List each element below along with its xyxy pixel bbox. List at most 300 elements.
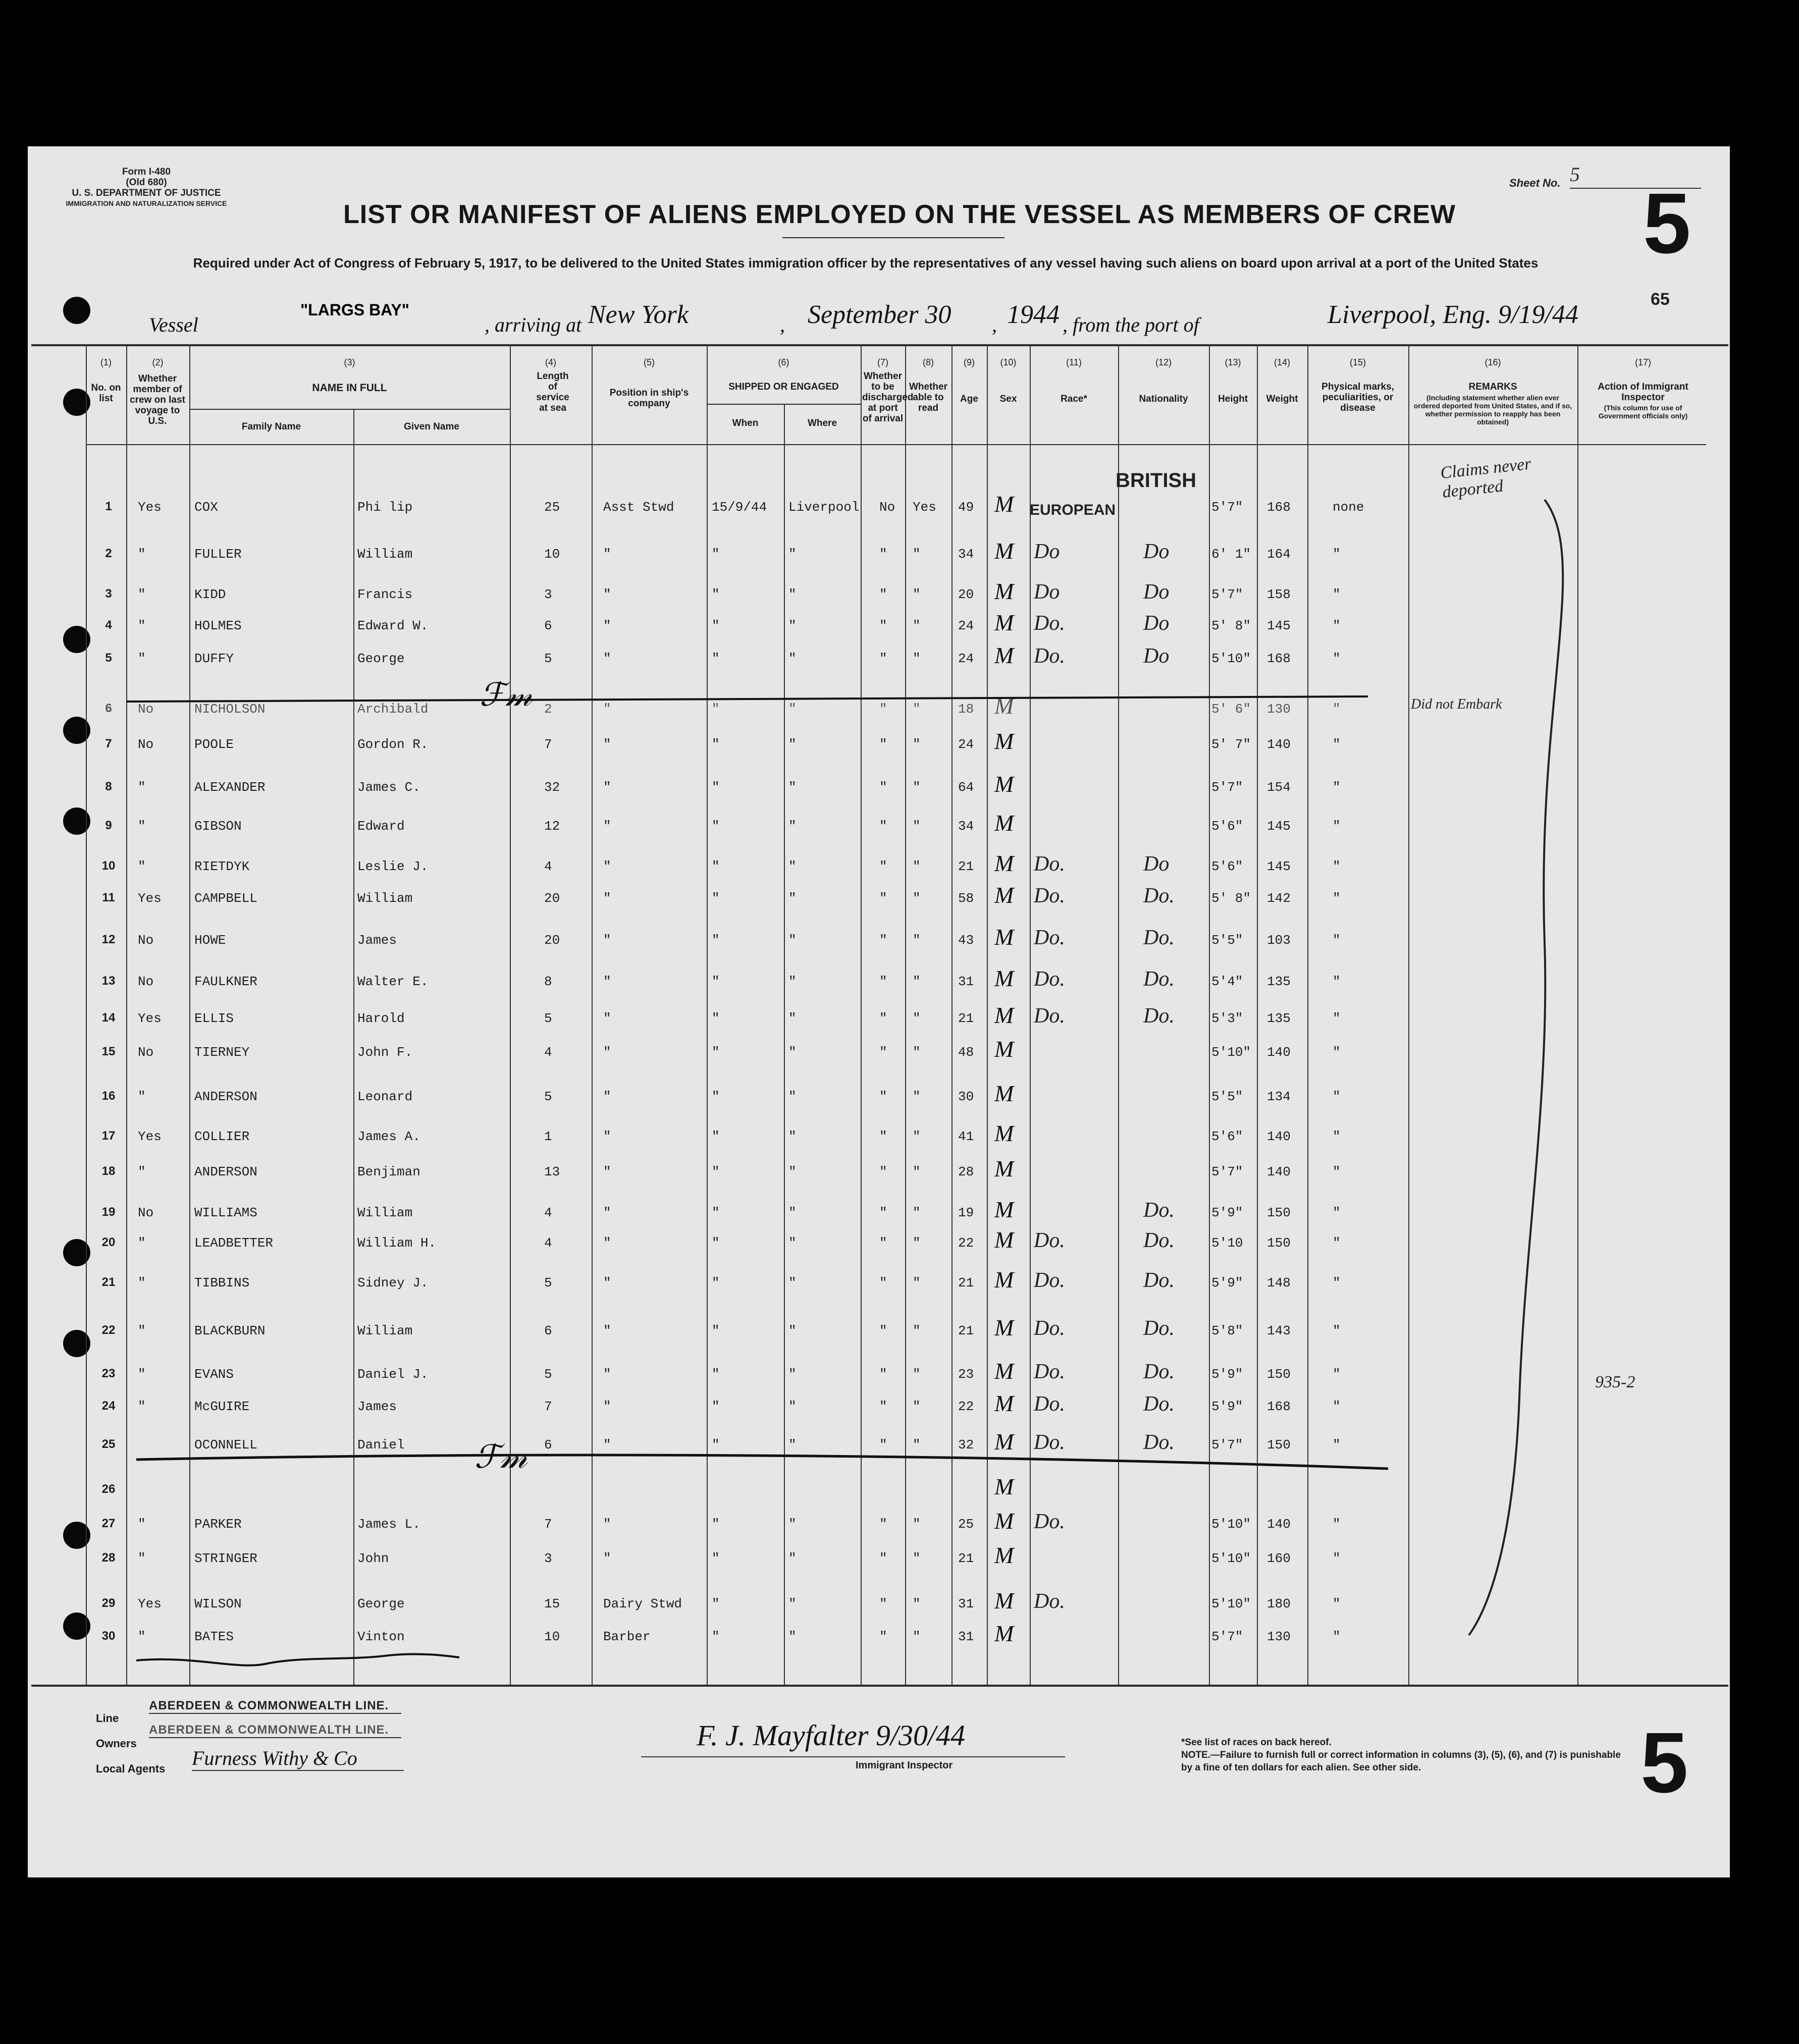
line-label: Line [96, 1712, 119, 1725]
cell-previous-voyage: " [138, 1629, 146, 1644]
cell-position: " [603, 1011, 611, 1026]
col3-header: NAME IN FULL [312, 382, 387, 394]
cell-given-name: Phi lip [357, 500, 413, 515]
table-end-scribble [136, 1645, 464, 1676]
row-number: 10 [101, 859, 116, 873]
col6-header: SHIPPED OR ENGAGED [728, 382, 839, 392]
departure-port: Liverpool, Eng. 9/19/44 [1328, 300, 1578, 329]
cell-family-name: TIERNEY [194, 1045, 250, 1060]
cell-age: 21 [958, 1275, 974, 1290]
cell-shipped-when: " [712, 1367, 720, 1382]
cell-able-to-read: " [913, 933, 921, 948]
cell-sex: M [994, 771, 1014, 797]
cell-physical-marks: " [1333, 859, 1341, 874]
cell-weight: 140 [1267, 1045, 1291, 1060]
cell-shipped-where: " [788, 618, 797, 633]
table-bottom-rule [31, 1685, 1728, 1687]
initials-mark: ℱ𝓂 [474, 1439, 527, 1475]
cell-age: 58 [958, 891, 974, 906]
cell-nationality: Do. [1143, 1431, 1175, 1454]
row-number: 24 [101, 1399, 116, 1413]
cell-weight: 180 [1267, 1596, 1291, 1611]
cell-shipped-when: " [712, 1275, 720, 1290]
cell-height: 5'5" [1211, 1089, 1243, 1104]
cell-family-name: FAULKNER [194, 974, 257, 989]
comma: , [992, 313, 997, 336]
cell-race: Do. [1034, 1317, 1065, 1340]
row-number: 25 [101, 1437, 116, 1451]
cell-discharged: " [879, 1596, 887, 1611]
cell-age: 32 [958, 1437, 974, 1453]
page-stamp-number: 65 [1651, 290, 1670, 309]
cell-given-name: Daniel J. [357, 1367, 429, 1382]
cell-physical-marks: " [1333, 1235, 1341, 1251]
vessel-name: "LARGS BAY" [300, 301, 409, 319]
cell-given-name: Edward [357, 819, 405, 834]
cell-discharged: " [879, 1629, 887, 1644]
cell-weight: 145 [1267, 819, 1291, 834]
cell-age: 20 [958, 587, 974, 602]
row-number: 7 [105, 737, 112, 750]
cell-age: 19 [958, 1205, 974, 1220]
column-rule [1257, 344, 1258, 1685]
cell-service-length: 4 [544, 1205, 552, 1220]
cell-service-length: 15 [544, 1596, 560, 1611]
cell-able-to-read: " [913, 1399, 921, 1414]
cell-sex: M [994, 1267, 1014, 1293]
cell-previous-voyage: " [138, 547, 146, 562]
cell-weight: 130 [1267, 702, 1291, 717]
cell-able-to-read: " [913, 547, 921, 562]
col1-header: No. on list [91, 383, 121, 404]
cell-race: Do. [1034, 1431, 1065, 1454]
cell-previous-voyage: No [138, 974, 154, 989]
cell-position: " [603, 587, 611, 602]
cell-physical-marks: " [1333, 737, 1341, 752]
agents-label: Local Agents [96, 1762, 166, 1775]
cell-service-length: 10 [544, 547, 560, 562]
arriving-port: New York [588, 300, 689, 329]
col16-subheader: (Including statement whether alien ever ordered deported from United States, and if so, whether permission to reapply has been obtained) [1413, 394, 1572, 426]
form-number: Form I-480 [122, 167, 171, 177]
cell-physical-marks: " [1333, 974, 1341, 989]
cell-sex: M [994, 1508, 1014, 1534]
cell-able-to-read: " [913, 1205, 921, 1220]
cell-position: " [603, 1399, 611, 1414]
cell-height: 5'10" [1211, 1517, 1251, 1532]
cell-sex: M [994, 1081, 1014, 1106]
row-number: 15 [101, 1045, 116, 1058]
cell-discharged: " [879, 1367, 887, 1382]
cell-previous-voyage: " [138, 1275, 146, 1290]
cell-position: " [603, 651, 611, 666]
cell-service-length: 5 [544, 1275, 552, 1290]
cell-race: EUROPEAN [1030, 502, 1116, 518]
cell-nationality: Do [1143, 644, 1170, 668]
col8-header: Whether able to read [909, 382, 947, 413]
cell-service-length: 2 [544, 702, 552, 717]
column-rule [861, 344, 862, 1685]
cell-previous-voyage: " [138, 1164, 146, 1179]
cell-race: Do. [1034, 967, 1065, 991]
arriving-label: , arriving at [485, 313, 582, 336]
col5-header: Position in ship's company [609, 388, 689, 409]
cell-shipped-when: " [712, 618, 720, 633]
col10-number: (10) [1000, 357, 1017, 367]
cell-height: 5'7" [1211, 1437, 1243, 1453]
cell-family-name: OCONNELL [194, 1437, 257, 1453]
row-number: 17 [101, 1129, 116, 1143]
cell-family-name: GIBSON [194, 819, 242, 834]
cell-discharged: " [879, 618, 887, 633]
cell-physical-marks: " [1333, 819, 1341, 834]
cell-position: " [603, 618, 611, 633]
cell-family-name: TIBBINS [194, 1275, 250, 1290]
cell-shipped-when: " [712, 1045, 720, 1060]
cell-physical-marks: " [1333, 1205, 1341, 1220]
row-number: 1 [105, 500, 112, 513]
cell-physical-marks: " [1333, 780, 1341, 795]
cell-height: 5'6" [1211, 819, 1243, 834]
cell-position: " [603, 1235, 611, 1251]
cell-age: 22 [958, 1399, 974, 1414]
col11-header: Race* [1061, 394, 1087, 404]
col12-number: (12) [1155, 357, 1172, 367]
cell-discharged: " [879, 1323, 887, 1338]
cell-previous-voyage: " [138, 1551, 146, 1566]
comma: , [780, 313, 785, 336]
column-rule [951, 344, 953, 1685]
cell-position: " [603, 737, 611, 752]
cell-nationality: Do. [1143, 1269, 1175, 1292]
cell-weight: 134 [1267, 1089, 1291, 1104]
cell-nationality: BRITISH [1116, 469, 1196, 492]
cell-shipped-where: " [788, 1235, 797, 1251]
cell-service-length: 4 [544, 1235, 552, 1251]
cell-able-to-read: " [913, 1596, 921, 1611]
page-title: LIST OR MANIFEST OF ALIENS EMPLOYED ON THE VESSEL AS MEMBERS OF CREW [343, 200, 1456, 229]
col5-number: (5) [644, 357, 655, 367]
cell-height: 5'10 [1211, 1235, 1243, 1251]
remarks-bracket-line [1464, 490, 1585, 1645]
cell-sex: M [994, 1002, 1014, 1028]
cell-race: Do. [1034, 1269, 1065, 1292]
cell-sex: M [994, 1621, 1014, 1646]
cell-race: Do. [1034, 1004, 1065, 1028]
cell-shipped-when: " [712, 819, 720, 834]
cell-height: 5'10" [1211, 651, 1251, 666]
inspector-signature-line [641, 1756, 1065, 1757]
cell-sex: M [994, 693, 1014, 719]
cell-nationality: Do. [1143, 884, 1175, 907]
row-number: 12 [101, 933, 116, 946]
cell-nationality: Do. [1143, 1229, 1175, 1252]
cell-shipped-where: " [788, 891, 797, 906]
cell-service-length: 25 [544, 500, 560, 515]
cell-previous-voyage: No [138, 1205, 154, 1220]
column-rule [189, 344, 190, 1685]
cell-nationality: Do. [1143, 1004, 1175, 1028]
cell-weight: 148 [1267, 1275, 1291, 1290]
cell-race: Do [1034, 580, 1060, 604]
cell-race: Do. [1034, 1392, 1065, 1416]
cell-able-to-read: " [913, 1089, 921, 1104]
cell-able-to-read: " [913, 859, 921, 874]
cell-given-name: William H. [357, 1235, 437, 1251]
col16-number: (16) [1485, 357, 1501, 367]
cell-position: " [603, 1129, 611, 1144]
inspector-signature: F. J. Mayfalter 9/30/44 [697, 1719, 966, 1752]
cell-shipped-when: " [712, 1089, 720, 1104]
row-number: 9 [105, 819, 112, 832]
cell-able-to-read: " [913, 891, 921, 906]
cell-able-to-read: " [913, 780, 921, 795]
column-rule [1307, 344, 1308, 1685]
cell-shipped-when: " [712, 859, 720, 874]
cell-family-name: RIETDYK [194, 859, 250, 874]
cell-able-to-read: " [913, 702, 921, 717]
cell-shipped-when: " [712, 1011, 720, 1026]
col3-number: (3) [344, 357, 355, 367]
cell-age: 31 [958, 1629, 974, 1644]
cell-service-length: 6 [544, 618, 552, 633]
cell-discharged: " [879, 1205, 887, 1220]
cell-given-name: Archibald [357, 702, 429, 717]
cell-position: Dairy Stwd [603, 1596, 682, 1611]
cell-shipped-when: " [712, 1437, 720, 1453]
cell-race: Do. [1034, 852, 1065, 876]
cell-able-to-read: " [913, 1235, 921, 1251]
cell-age: 21 [958, 1323, 974, 1338]
row6-strike-line [126, 676, 1378, 707]
cell-position: " [603, 1367, 611, 1382]
cell-discharged: " [879, 702, 887, 717]
cell-position: " [603, 974, 611, 989]
cell-shipped-when: " [712, 1164, 720, 1179]
page-subtitle: Required under Act of Congress of February 5, 1917, to be delivered to the United States immigration officer by the representatives of any vessel having such aliens on board upon arrival at a port of the United States [193, 255, 1539, 271]
cell-family-name: WILSON [194, 1596, 242, 1611]
cell-position: " [603, 1089, 611, 1104]
cell-shipped-when: " [712, 974, 720, 989]
cell-given-name: William [357, 547, 413, 562]
cell-previous-voyage: " [138, 1323, 146, 1338]
cell-sex: M [994, 850, 1014, 876]
col15-header: Physical marks, peculiarities, or disease [1321, 382, 1394, 413]
cell-age: 22 [958, 1235, 974, 1251]
cell-position: " [603, 547, 611, 562]
remark-side-code: 935-2 [1595, 1373, 1635, 1391]
row-number: 2 [105, 547, 112, 560]
cell-height: 5'7" [1211, 1629, 1243, 1644]
col13-header: Height [1218, 394, 1248, 404]
cell-physical-marks: " [1333, 891, 1341, 906]
cell-discharged: " [879, 819, 887, 834]
table-top-rule [31, 344, 1728, 346]
cell-sex: M [994, 1358, 1014, 1384]
cell-position: " [603, 1323, 611, 1338]
cell-service-length: 20 [544, 933, 560, 948]
cell-able-to-read: " [913, 1129, 921, 1144]
given-name-header: Given Name [404, 421, 459, 432]
col11-number: (11) [1066, 357, 1082, 367]
row-number: 8 [105, 780, 112, 793]
cell-shipped-when: " [712, 1129, 720, 1144]
cell-height: 5'10" [1211, 1045, 1251, 1060]
col17-subheader: (This column for use of Government officials only) [1598, 404, 1688, 420]
cell-age: 28 [958, 1164, 974, 1179]
row-number: 19 [101, 1205, 116, 1219]
cell-position: " [603, 1045, 611, 1060]
cell-given-name: James L. [357, 1517, 420, 1532]
cell-race: Do. [1034, 926, 1065, 949]
cell-previous-voyage: No [138, 737, 154, 752]
cell-family-name: EVANS [194, 1367, 234, 1382]
cell-shipped-where: " [788, 859, 797, 874]
cell-position: " [603, 1517, 611, 1532]
cell-physical-marks: " [1333, 933, 1341, 948]
cell-age: 34 [958, 547, 974, 562]
cell-previous-voyage: No [138, 933, 154, 948]
cell-height: 5'9" [1211, 1399, 1243, 1414]
cell-given-name: Vinton [357, 1629, 405, 1644]
cell-given-name: James A. [357, 1129, 420, 1144]
cell-weight: 145 [1267, 859, 1291, 874]
cell-race: Do. [1034, 612, 1065, 635]
cell-height: 5' 6" [1211, 702, 1251, 717]
cell-weight: 160 [1267, 1551, 1291, 1566]
bottom-big-number: 5 [1641, 1715, 1688, 1811]
owners-label: Owners [96, 1737, 137, 1750]
cell-given-name: James [357, 933, 397, 948]
cell-nationality: Do [1143, 540, 1170, 563]
cell-age: 43 [958, 933, 974, 948]
cell-height: 5'9" [1211, 1205, 1243, 1220]
cell-race: Do. [1034, 884, 1065, 907]
cell-given-name: Gordon R. [357, 737, 429, 752]
cell-weight: 142 [1267, 891, 1291, 906]
cell-previous-voyage: Yes [138, 1129, 162, 1144]
cell-shipped-where: Liverpool [788, 500, 860, 515]
cell-height: 5' 8" [1211, 891, 1251, 906]
cell-given-name: James C. [357, 780, 420, 795]
cell-height: 5'7" [1211, 500, 1243, 515]
cell-physical-marks: " [1333, 587, 1341, 602]
cell-sex: M [994, 882, 1014, 908]
cell-sex: M [994, 610, 1014, 635]
cell-able-to-read: " [913, 974, 921, 989]
cell-weight: 103 [1267, 933, 1291, 948]
cell-sex: M [994, 578, 1014, 604]
cell-nationality: Do. [1143, 1199, 1175, 1222]
cell-able-to-read: " [913, 1437, 921, 1453]
cell-physical-marks: " [1333, 1089, 1341, 1104]
cell-weight: 150 [1267, 1205, 1291, 1220]
col7-header: Whether to be discharged at port of arrival [862, 371, 914, 424]
where-header: Where [807, 418, 837, 428]
cell-previous-voyage: " [138, 819, 146, 834]
cell-service-length: 4 [544, 859, 552, 874]
cell-shipped-where: " [788, 780, 797, 795]
cell-discharged: " [879, 1129, 887, 1144]
cell-previous-voyage: " [138, 859, 146, 874]
cell-age: 31 [958, 974, 974, 989]
penalty-note: NOTE.—Failure to furnish full or correct information in columns (3), (5), (6), and (7) is punishable by a fine of ten dollars for each alien. See other side. [1181, 1750, 1621, 1773]
cell-physical-marks: " [1333, 1551, 1341, 1566]
col9-number: (9) [964, 357, 975, 367]
row-number: 22 [101, 1323, 116, 1337]
cell-height: 5' 8" [1211, 618, 1251, 633]
remark-claims-never-deported: Claims never deported [1439, 454, 1532, 502]
cell-physical-marks: " [1333, 1367, 1341, 1382]
cell-service-length: 20 [544, 891, 560, 906]
col12-header: Nationality [1139, 394, 1188, 404]
column-rule [353, 409, 354, 1685]
cell-sex: M [994, 810, 1014, 836]
row-number: 30 [101, 1629, 116, 1643]
cell-height: 5'8" [1211, 1323, 1243, 1338]
cell-sex: M [994, 1227, 1014, 1253]
cell-position: " [603, 891, 611, 906]
row-number: 3 [105, 587, 112, 601]
cell-shipped-when: " [712, 547, 720, 562]
cell-position: " [603, 1164, 611, 1179]
cell-position: " [603, 780, 611, 795]
cell-nationality: Do [1143, 852, 1170, 876]
row-number: 13 [101, 974, 116, 988]
cell-service-length: 5 [544, 1011, 552, 1026]
cell-able-to-read: " [913, 1551, 921, 1566]
cell-shipped-where: " [788, 1367, 797, 1382]
cell-able-to-read: Yes [913, 500, 936, 515]
col10-header: Sex [999, 394, 1017, 404]
cell-given-name: William [357, 1323, 413, 1338]
cell-sex: M [994, 924, 1014, 950]
cell-sex: M [994, 1197, 1014, 1222]
races-note: *See list of races on back hereof. [1181, 1737, 1332, 1748]
cell-able-to-read: " [913, 819, 921, 834]
cell-weight: 158 [1267, 587, 1291, 602]
cell-discharged: " [879, 859, 887, 874]
cell-able-to-read: " [913, 651, 921, 666]
row-number: 20 [101, 1235, 116, 1249]
cell-weight: 140 [1267, 737, 1291, 752]
cell-discharged: " [879, 1235, 887, 1251]
col14-header: Weight [1266, 394, 1298, 404]
cell-service-length: 10 [544, 1629, 560, 1644]
cell-given-name: George [357, 651, 405, 666]
cell-age: 64 [958, 780, 974, 795]
cell-service-length: 3 [544, 1551, 552, 1566]
name-subheader-rule [189, 409, 510, 410]
when-header: When [732, 418, 759, 428]
cell-given-name: Benjiman [357, 1164, 420, 1179]
cell-previous-voyage: No [138, 702, 154, 717]
row-number: 18 [101, 1164, 116, 1178]
cell-height: 5'10" [1211, 1596, 1251, 1611]
cell-sex: M [994, 642, 1014, 668]
shipped-subheader-rule [707, 404, 861, 405]
cell-discharged: " [879, 587, 887, 602]
arrival-year: 1944 [1007, 300, 1060, 329]
cell-weight: 135 [1267, 974, 1291, 989]
cell-height: 5'3" [1211, 1011, 1243, 1026]
sheet-big-number: 5 [1643, 176, 1691, 272]
cell-given-name: Leonard [357, 1089, 413, 1104]
cell-discharged: " [879, 780, 887, 795]
cell-sex: M [994, 1120, 1014, 1146]
cell-physical-marks: " [1333, 1399, 1341, 1414]
table-header-rule [86, 444, 1706, 445]
